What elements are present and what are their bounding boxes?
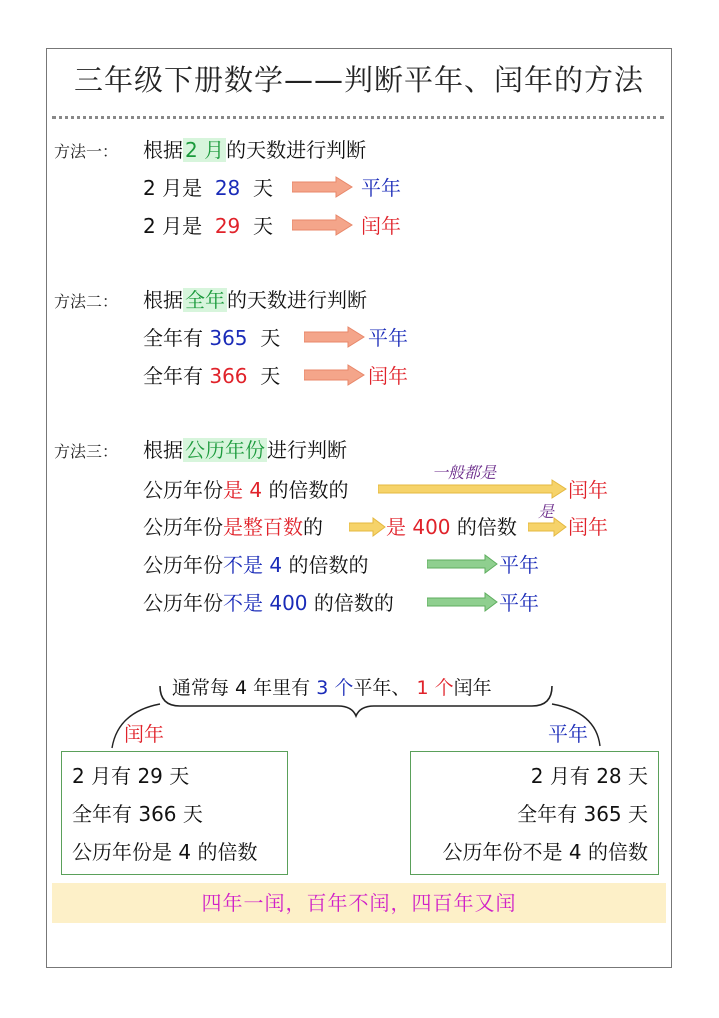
leap-year-box [61,751,288,875]
row-key: 是整百数 [223,515,303,539]
row-text: 2 月是 [143,214,203,238]
common-year-box [410,751,659,875]
row-key: 不是 4 [223,553,283,577]
row-key: 是 4 [223,478,263,502]
row-text: 的倍数的 [313,591,394,615]
note-is: 是 [538,502,555,521]
row-text: 的倍数的 [288,553,369,577]
leap-line-3: 公历年份是 4 的倍数 [72,840,258,864]
method2-result-2: 闰年 [368,364,408,388]
row-text: 全年有 [143,326,203,350]
method1-key: 2 月 [185,138,225,162]
row-unit: 天 [252,214,273,238]
method3-post: 进行判断 [267,438,347,462]
method3-result-1: 闰年 [568,478,608,502]
row-number: 366 [209,364,248,388]
method2-key: 全年 [185,288,225,312]
leap-year-title: 闰年 [124,722,164,746]
summary-unit: 个 [434,677,454,699]
row-text: 全年有 [143,364,203,388]
row-number: 29 [214,214,241,238]
method1-result-2: 闰年 [361,214,401,238]
leap-line-2: 全年有 366 天 [72,802,203,826]
summary-text: 闰年 [453,677,492,699]
row-unit: 天 [252,176,273,200]
row-unit: 天 [260,364,281,388]
row-unit: 天 [260,326,281,350]
method1-pre: 根据 [143,138,183,162]
summary-text: 平年、 [353,677,411,699]
row-text: 2 月是 [143,176,203,200]
row-text: 公历年份 [143,515,223,539]
summary-text: 通常每 4 年里有 [172,677,311,699]
method2-result-1: 平年 [368,326,408,350]
note-generally: 一般都是 [432,463,497,482]
row-text: 公历年份 [143,553,223,577]
row-text: 的倍数 [456,515,517,539]
summary-count-common: 3 [316,677,329,699]
common-line-2: 全年有 365 天 [517,802,648,826]
row-key: 是 400 [386,515,451,539]
row-number: 365 [209,326,248,350]
method1-post: 的天数进行判断 [226,138,367,162]
row-text: 公历年份 [143,591,223,615]
row-text: 的倍数的 [268,478,349,502]
method1-result-1: 平年 [361,176,401,200]
method3-result-3: 平年 [499,553,539,577]
leap-line-1: 2 月有 29 天 [72,764,190,788]
method3-label: 方法三： [54,442,119,461]
row-key: 不是 400 [223,591,308,615]
summary-unit: 个 [334,677,354,699]
method3-result-4: 平年 [499,591,539,615]
method3-key: 公历年份 [185,438,265,462]
common-line-1: 2 月有 28 天 [530,764,648,788]
row-text: 的 [303,515,323,539]
row-number: 28 [214,176,241,200]
method3-result-2: 闰年 [568,515,608,539]
row-text: 公历年份 [143,478,223,502]
summary-count-leap: 1 [416,677,429,699]
method3-pre: 根据 [143,438,183,462]
method2-post: 的天数进行判断 [227,288,367,312]
page-title: 三年级下册数学——判断平年、闰年的方法 [73,63,644,97]
common-year-title: 平年 [548,722,588,746]
method2-label: 方法二： [54,292,119,311]
common-line-3: 公历年份不是 4 的倍数 [442,840,648,864]
method1-label: 方法一： [54,142,119,161]
method2-pre: 根据 [143,288,183,312]
rule-motto: 四年一闰，百年不闰，四百年又闰 [52,883,666,923]
